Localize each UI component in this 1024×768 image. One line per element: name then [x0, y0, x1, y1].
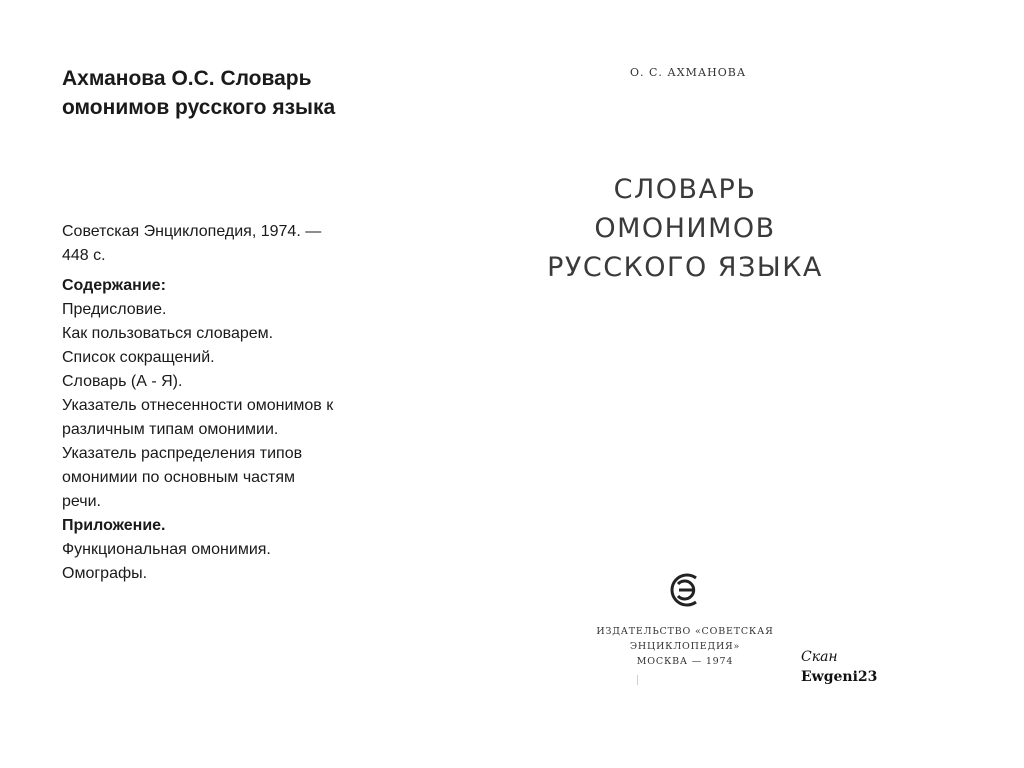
contents-heading: Содержание: [62, 277, 166, 294]
cover-publisher-name: ИЗДАТЕЛЬСТВО «СОВЕТСКАЯ ЭНЦИКЛОПЕДИЯ» [596, 626, 774, 652]
publisher-logo-icon [666, 570, 706, 610]
cover-city-year: МОСКВА — 1974 [636, 656, 734, 667]
contents-list [62, 274, 392, 586]
slide-title [62, 64, 392, 122]
appendix-heading: Приложение. [62, 517, 166, 534]
slide-title-line-1: Ахманова О.С. Словарь [62, 67, 312, 90]
publication-info-line-1: Советская Энциклопедия, 1974. — [62, 223, 322, 240]
scan-author: Ewgeni23 [801, 669, 878, 685]
cover-title-line-3: РУССКОГО ЯЗЫКА [547, 252, 823, 283]
contents-item: омонимии по основным частям [62, 469, 296, 486]
contents-item: Словарь (А - Я). [62, 373, 183, 390]
contents-item: речи. [62, 493, 101, 510]
contents-item: Список сокращений. [62, 349, 215, 366]
contents-item: различным типам омонимии. [62, 421, 279, 438]
slide-title-line-2: омонимов русского языка [62, 96, 336, 119]
scan-label: Скан [801, 649, 838, 665]
contents-item: Указатель отнесенности омонимов к [62, 397, 334, 414]
cover-title-line-1: СЛОВАРЬ [613, 174, 757, 205]
cover-author: О. С. АХМАНОВА [630, 66, 747, 79]
cover-publisher [540, 624, 830, 669]
contents-item: Указатель распределения типов [62, 445, 303, 462]
appendix-item: Омографы. [62, 565, 148, 582]
slide-text-column [62, 64, 392, 586]
publication-info [62, 220, 392, 268]
contents-item: Как пользоваться словарем. [62, 325, 274, 342]
book-cover-image [520, 50, 940, 700]
cover-mark [637, 675, 638, 685]
cover-title-line-2: ОМОНИМОВ [594, 213, 776, 244]
appendix-item: Функциональная омонимия. [62, 541, 271, 558]
scan-credit [801, 647, 877, 687]
contents-item: Предисловие. [62, 301, 167, 318]
publication-info-line-2: 448 с. [62, 247, 106, 264]
cover-title [520, 170, 850, 287]
